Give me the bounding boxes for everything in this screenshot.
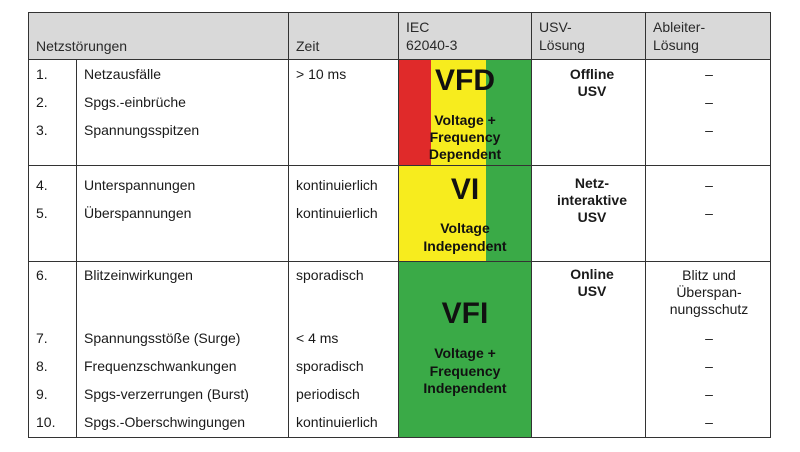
vfi-usv-line2: USV [577,283,607,299]
col-border-num [76,59,77,438]
col-border-left [28,12,29,438]
row-name: Überspannungen [84,205,192,221]
row-ableiter: – [705,66,713,82]
row-name: Spgs-verzerrungen (Burst) [84,386,249,402]
row-number: 4. [36,177,48,193]
row-name: Spgs.-Oberschwingungen [84,414,246,430]
row-time: kontinuierlich [296,414,378,430]
header-usv-line2: Lösung [539,37,585,53]
vi-code: VI [450,173,480,206]
row-number: 7. [36,330,48,346]
vfi-code: VFI [441,297,489,330]
col-border-name [288,12,289,438]
row-number: 1. [36,66,48,82]
vi-usv-line3: USV [577,209,607,225]
row-number: 10. [36,414,56,430]
row-name: Netzausfälle [84,66,162,82]
header-ableiter-line2: Lösung [653,37,699,53]
header-zeit: Zeit [296,38,320,54]
vfi-ableiter-line3: nungsschutz [669,301,749,317]
vfd-usv-line1: Offline [569,66,615,82]
row-name: Unterspannungen [84,177,196,193]
vfi-desc-line2: Frequency [429,363,501,379]
header-iec-line1: IEC [406,19,430,35]
row-time: < 4 ms [296,330,339,346]
vfd-desc-line1: Voltage + [434,112,496,128]
row-ableiter: – [705,122,713,138]
header-iec-line2: 62040-3 [406,37,458,53]
vfi-desc-line3: Independent [423,380,507,396]
row-number: 2. [36,94,48,110]
header-netzstoerungen: Netzstörungen [36,38,128,54]
row-time: sporadisch [296,267,364,283]
row-name: Spannungsspitzen [84,122,200,138]
rule-group2 [28,261,771,262]
row-name: Spannungsstöße (Surge) [84,330,241,346]
vi-desc-line2: Independent [423,238,507,254]
col-border-right [770,12,771,438]
row-ableiter: – [705,330,713,346]
row-ableiter: – [705,205,713,221]
row-name: Blitzeinwirkungen [84,267,193,283]
row-ableiter: – [705,414,713,430]
row-ableiter: – [705,358,713,374]
row-name: Frequenzschwankungen [84,358,237,374]
header-usv-line1: USV- [539,19,572,35]
vi-usv-line2: interaktive [556,192,628,208]
row-time: > 10 ms [296,66,347,82]
rule-top [28,12,771,13]
row-time: kontinuierlich [296,177,378,193]
row-number: 8. [36,358,48,374]
vfi-ableiter-line2: Überspan- [676,284,742,300]
rule-bottom [28,437,771,438]
vfd-desc-line2: Frequency [429,129,501,145]
vfi-usv-line1: Online [570,266,614,282]
row-number: 5. [36,205,48,221]
vfi-ableiter-line1: Blitz und [682,267,736,283]
row-time: kontinuierlich [296,205,378,221]
vfi-desc-line1: Voltage + [434,345,496,361]
row-number: 6. [36,267,48,283]
vfd-usv-line2: USV [577,83,607,99]
rule-group1 [28,165,771,166]
vfd-code: VFD [435,64,495,97]
row-time: sporadisch [296,358,364,374]
row-time: periodisch [296,386,360,402]
rule-header [28,59,771,60]
row-ableiter: – [705,177,713,193]
header-ableiter-line1: Ableiter- [653,19,706,35]
row-number: 9. [36,386,48,402]
row-name: Spgs.-einbrüche [84,94,186,110]
row-ableiter: – [705,386,713,402]
classification-table [28,12,771,438]
vfd-desc-line3: Dependent [428,146,502,162]
vi-usv-line1: Netz- [574,175,610,191]
vi-desc-line1: Voltage [440,220,490,236]
row-ableiter: – [705,94,713,110]
row-number: 3. [36,122,48,138]
